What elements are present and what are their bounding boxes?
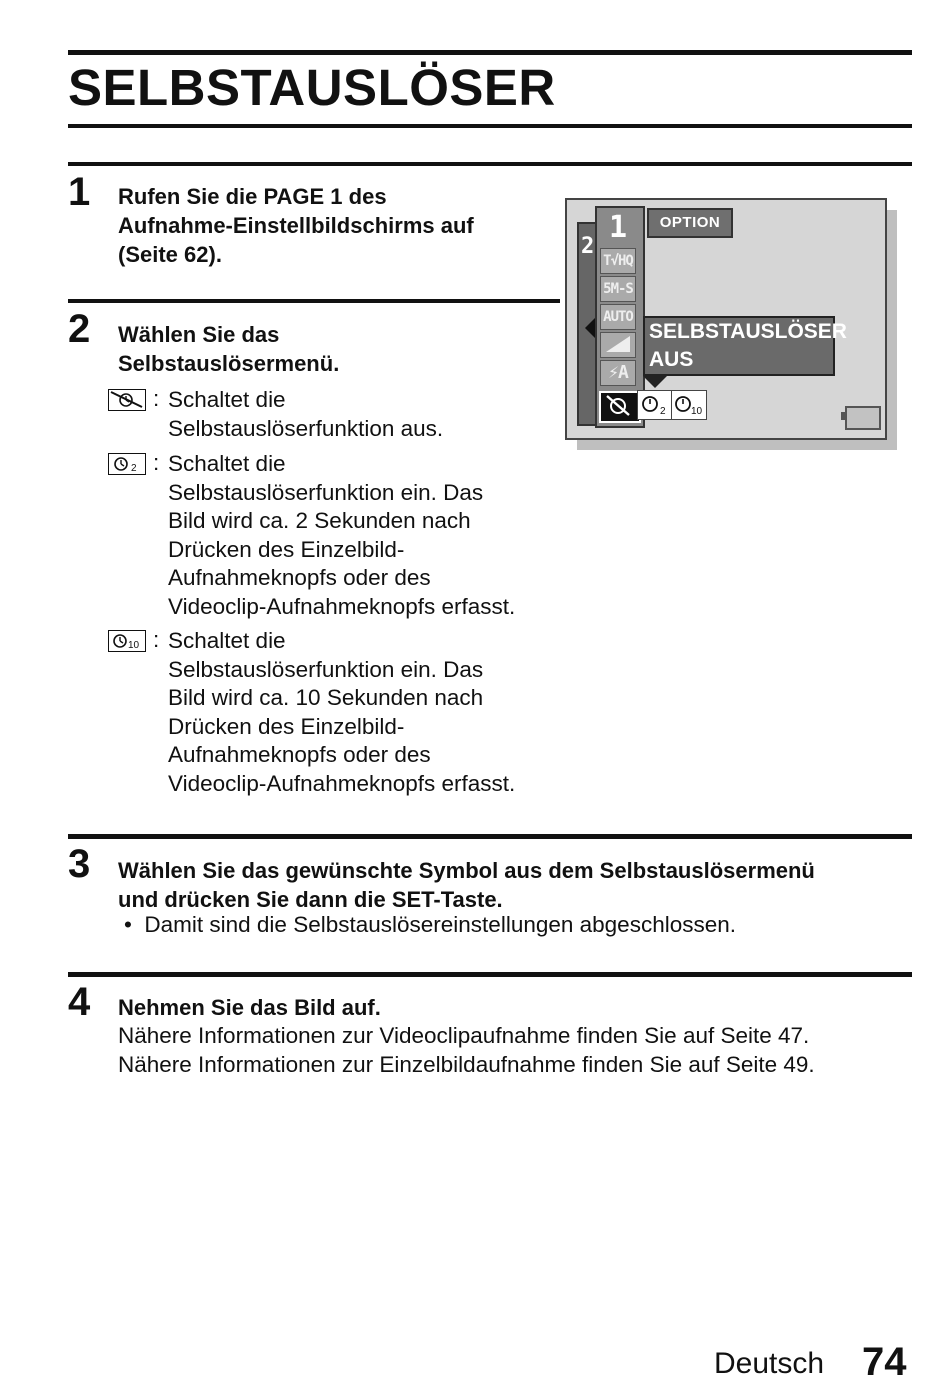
self-timer-2s-icon xyxy=(108,453,146,475)
bullet-dot: • xyxy=(124,912,145,937)
option-colon: : xyxy=(153,627,160,652)
option-tab: OPTION xyxy=(647,208,733,238)
self-timer-off-selected-icon xyxy=(599,391,641,423)
step2-rule xyxy=(68,299,560,303)
option-text xyxy=(168,627,515,798)
option-text xyxy=(168,450,515,621)
step4-body-line: Nähere Informationen zur Einzelbildaufnahme finden Sie auf Seite 49. xyxy=(118,1051,815,1077)
self-timer-off-icon xyxy=(108,389,146,411)
top-rule xyxy=(68,50,912,55)
step3-heading xyxy=(118,856,815,914)
option-text-line: Schaltet die xyxy=(168,628,286,653)
self-timer-10s-icon xyxy=(108,630,146,652)
option-text-line: Bild wird ca. 2 Sekunden nach xyxy=(168,508,471,533)
step3-heading-line: und drücken Sie dann die SET-Taste. xyxy=(118,887,503,912)
option-text xyxy=(168,386,443,443)
option-text-line: Schaltet die xyxy=(168,387,286,412)
step4-number: 4 xyxy=(68,980,91,1024)
step2-heading xyxy=(118,320,339,378)
svg-text:2: 2 xyxy=(131,463,137,473)
sub-icon-label: 10 xyxy=(691,406,703,417)
flash-icon: ⚡A xyxy=(600,360,636,386)
page1-tab-number: 1 xyxy=(609,210,628,245)
page-title: SELBSTAUSLÖSER xyxy=(68,59,556,116)
balloon-line: AUS xyxy=(649,348,694,371)
step2-heading-line: Selbstauslösermenü. xyxy=(118,351,340,376)
step1-heading-line: (Seite 62). xyxy=(118,242,222,267)
title-underline xyxy=(68,124,912,128)
step1-rule xyxy=(68,162,912,166)
step3-number: 3 xyxy=(68,842,91,886)
balloon-tail xyxy=(643,376,667,388)
option-text-line: Selbstauslöserfunktion ein. Das xyxy=(168,479,484,505)
option-text-line: Schaltet die xyxy=(168,451,286,476)
option-colon: : xyxy=(153,450,160,475)
white-balance-icon xyxy=(600,332,636,358)
option-text-line: Selbstauslöserfunktion aus. xyxy=(168,415,444,441)
step4-rule xyxy=(68,972,912,977)
resolution-icon: 5M-S xyxy=(600,276,636,302)
step1-number: 1 xyxy=(68,170,91,214)
footer-language: Deutsch xyxy=(714,1347,825,1380)
step4-body xyxy=(118,1022,815,1079)
option-text-line: Videoclip-Aufnahmeknopfs erfasst. xyxy=(168,770,516,796)
step2-number: 2 xyxy=(68,307,91,351)
svg-text:10: 10 xyxy=(128,640,140,650)
option-colon: : xyxy=(153,386,160,411)
iso-auto-icon: AUTO xyxy=(600,304,636,330)
step3-heading-line: Wählen Sie das gewünschte Symbol aus dem Selbstauslösermenü xyxy=(118,858,815,883)
step1-heading-line: Rufen Sie die PAGE 1 des xyxy=(118,184,387,209)
lcd-screen xyxy=(565,198,887,440)
step1-heading-line: Aufnahme-Einstellbildschirms auf xyxy=(118,213,474,238)
self-timer-10s-option-icon xyxy=(671,390,707,420)
page2-tab-number: 2 xyxy=(581,234,595,259)
balloon-line: SELBSTAUSLÖSER xyxy=(649,320,847,343)
battery-icon xyxy=(845,406,881,430)
option-text-line: Bild wird ca. 10 Sekunden nach xyxy=(168,685,484,710)
option-text-line: Selbstauslöserfunktion ein. Das xyxy=(168,656,484,682)
step1-heading xyxy=(118,182,474,269)
option-text-line: Drücken des Einzelbild- xyxy=(168,713,405,739)
step3-rule xyxy=(68,834,912,839)
option-text-line: Aufnahmeknopfs oder des xyxy=(168,742,431,767)
step3-bullet-text: Damit sind die Selbstauslösereinstellungen abgeschlossen. xyxy=(144,912,736,937)
camera-screen-illustration xyxy=(565,198,885,438)
step3-bullet xyxy=(124,912,736,938)
step2-heading-line: Wählen Sie das xyxy=(118,322,280,347)
option-text-line: Videoclip-Aufnahmeknopfs erfasst. xyxy=(168,593,516,619)
sub-icon-label: 2 xyxy=(660,406,666,417)
page-number: 74 xyxy=(862,1340,907,1384)
self-timer-2s-option-icon xyxy=(637,390,673,420)
option-text-line: Drücken des Einzelbild- xyxy=(168,536,405,562)
quality-icon: T√HQ xyxy=(600,248,636,274)
selection-balloon xyxy=(643,316,847,376)
option-text-line: Aufnahmeknopfs oder des xyxy=(168,565,431,590)
step4-heading: Nehmen Sie das Bild auf. xyxy=(118,995,381,1020)
left-arrow-icon xyxy=(585,318,595,338)
step4-body-line: Nähere Informationen zur Videoclipaufnahme finden Sie auf Seite 47. xyxy=(118,1023,810,1048)
